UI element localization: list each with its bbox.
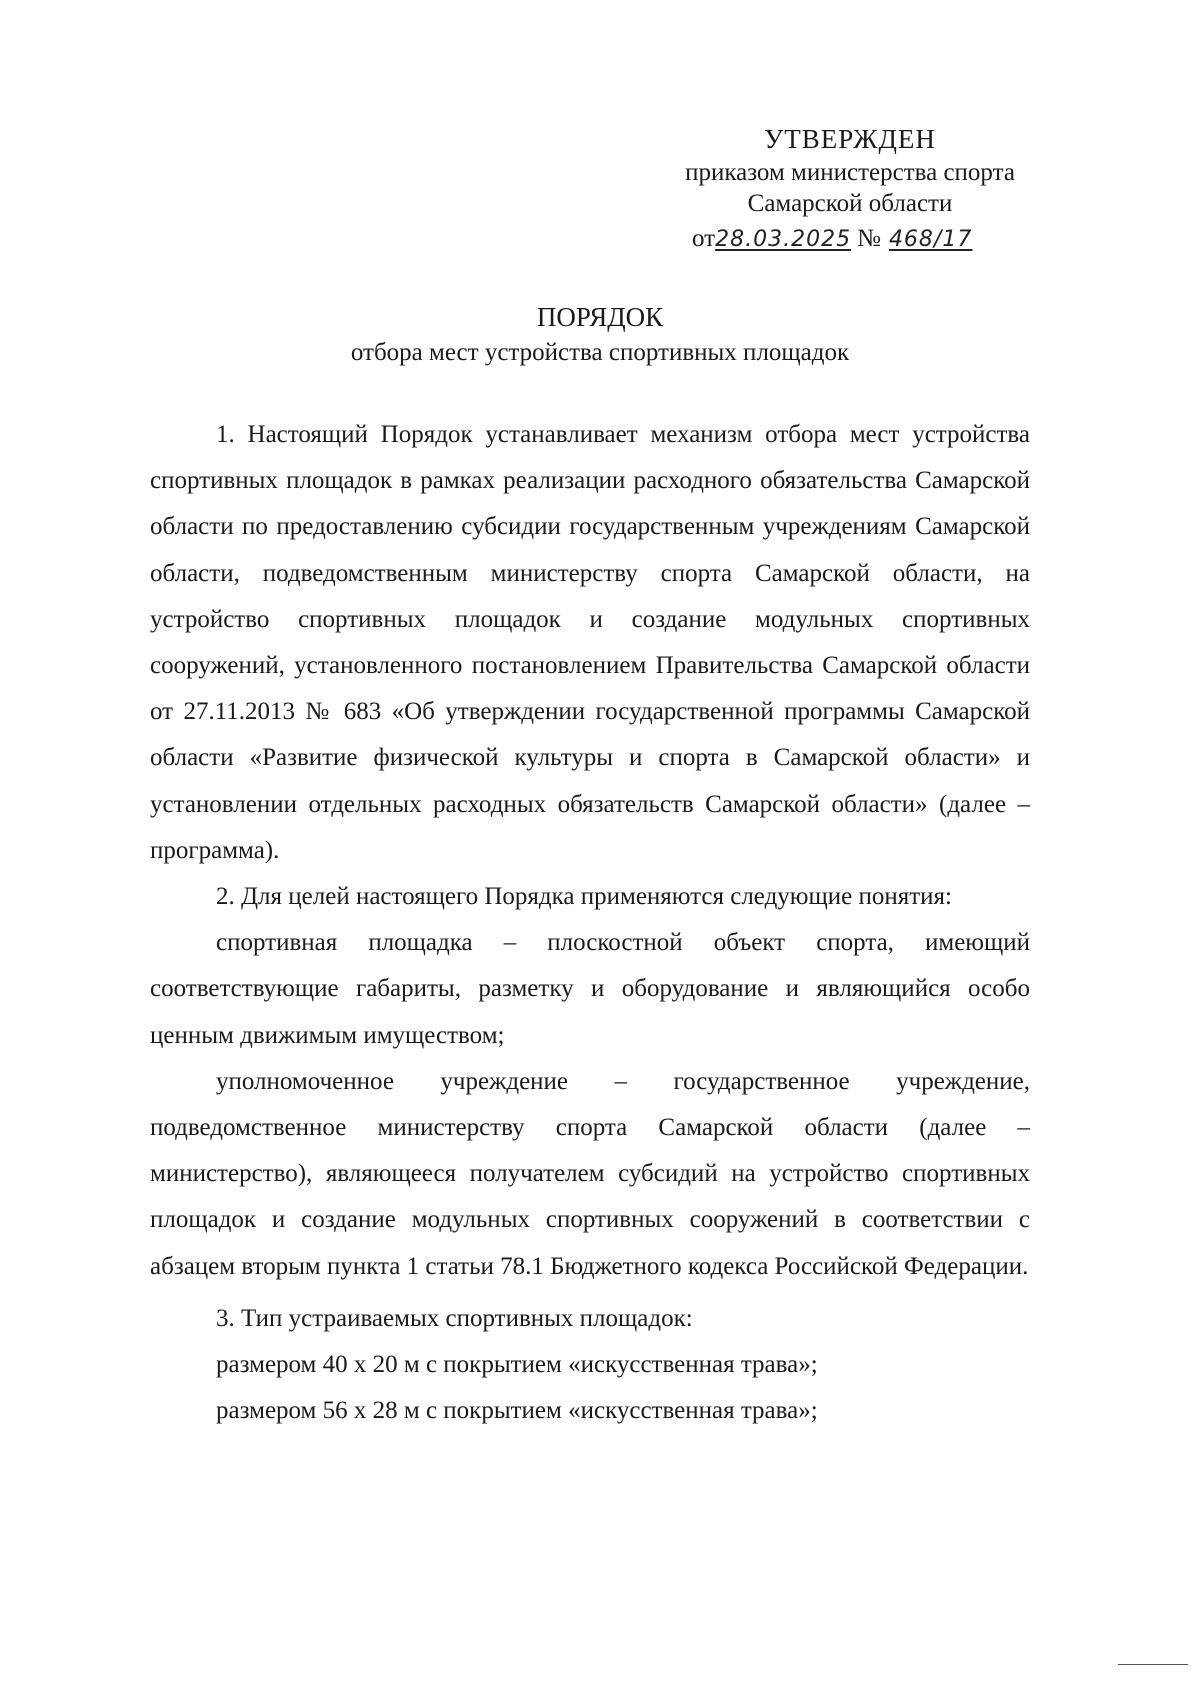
approval-line-ministry: приказом министерства спорта (685, 159, 1015, 186)
approval-title: УТВЕРЖДЕН (764, 124, 936, 154)
paragraph-definition-authorized-institution: уполномоченное учреждение – государственное учреждение, подведомственное министерству спорта Самарской области (далее – министерство), являющееся получателем субсидий на устройство спортивных площадок и создание модульных спортивных сооружений в соответствии с абзацем вторым пункта 1 статьи 78.1 Бюджетного кодекса Российской Федерации. (150, 1067, 1030, 1280)
order-date-handwritten: 28.03.2025 (715, 227, 852, 252)
paragraph-2: 2. Для целей настоящего Порядка применяются следующие понятия: (216, 883, 952, 911)
paragraph-definition-sports-ground: спортивная площадка – плоскостной объект спорта, имеющий соответствующие габариты, разметку и оборудование и являющийся особо ценным движимым имуществом; (150, 929, 1030, 1049)
footer-rule (1118, 1664, 1188, 1665)
paragraph-size-56x28: размером 56 х 28 м с покрытием «искусственная трава»; (216, 1397, 818, 1425)
approval-stamp-block (640, 124, 1060, 219)
approval-line-region: Самарской области (747, 190, 953, 217)
paragraph-1: 1. Настоящий Порядок устанавливает механизм отбора мест устройства спортивных площадок в рамках реализации расходного обязательства Самарской области по предоставлению субсидии государственным учреждениям Самарской области, подведомственным министерству спорта Самарской области, на устройство спортивных площадок и создание модульных спортивных сооружений, установленного постановлением Правительства Самарской области от 27.11.2013 № 683 «Об утверждении государственной программы Самарской области «Развитие физической культуры и спорта в Самарской области» и установлении отдельных расходных обязательств Самарской области» (далее – программа). (150, 421, 1030, 864)
paragraph-size-40x20: размером 40 х 20 м с покрытием «искусственная трава»; (216, 1351, 818, 1379)
order-from-prefix: от (692, 225, 716, 252)
document-title: ПОРЯДОК (536, 302, 664, 332)
document-subtitle: отбора мест устройства спортивных площадок (350, 339, 850, 366)
paragraph-3: 3. Тип устраиваемых спортивных площадок: (216, 1304, 693, 1332)
order-date-number-line (692, 224, 1072, 255)
document-body (150, 412, 1030, 1434)
order-number-handwritten: 468/17 (888, 227, 973, 252)
order-number-sign: № (857, 225, 881, 252)
